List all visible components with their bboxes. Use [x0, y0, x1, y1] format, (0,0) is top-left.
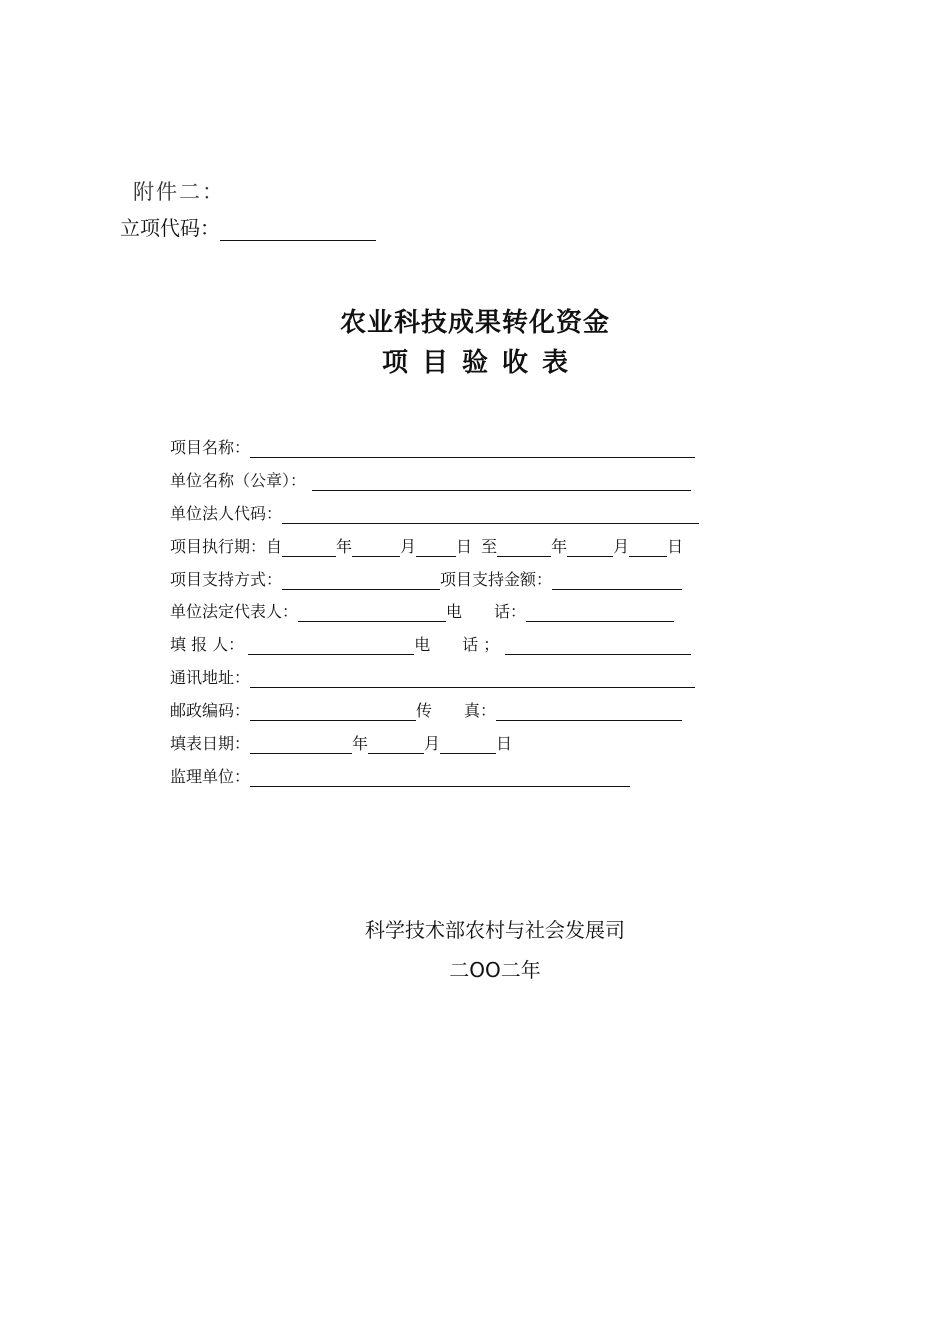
support-amount-field[interactable] — [552, 571, 682, 590]
support-mode-field[interactable] — [282, 571, 440, 590]
unit-name-row — [170, 467, 691, 491]
project-name-field[interactable] — [250, 439, 695, 458]
address-row — [170, 664, 695, 688]
exec-end-month-label: 月 — [613, 537, 630, 556]
phone1-label: 电 话： — [446, 602, 527, 621]
project-name-label: 项目名称： — [170, 438, 251, 457]
fill-date-label: 填表日期： — [170, 734, 251, 753]
phone2-label: 电 话 ； — [414, 635, 500, 654]
exec-start-month-label: 月 — [400, 537, 417, 556]
fill-day-label: 日 — [496, 734, 513, 753]
postcode-label: 邮政编码： — [170, 701, 251, 720]
address-field[interactable] — [250, 669, 695, 688]
exec-start-day-field[interactable] — [416, 538, 456, 557]
exec-end-year-label: 年 — [551, 537, 568, 556]
supervisor-label: 监理单位： — [170, 767, 251, 786]
fill-month-field[interactable] — [368, 735, 424, 754]
reporter-label: 填 报 人： — [170, 635, 245, 654]
project-code-row — [120, 212, 376, 241]
supervisor-field[interactable] — [250, 768, 630, 787]
legal-code-label: 单位法人代码： — [170, 504, 283, 523]
exec-start-day-label: 日 — [456, 537, 473, 556]
exec-start-year-field[interactable] — [282, 538, 336, 557]
fill-date-row — [170, 730, 512, 754]
fill-year-label: 年 — [352, 734, 369, 753]
phone2-field[interactable] — [505, 636, 691, 655]
reporter-field[interactable] — [248, 636, 414, 655]
project-code-field[interactable] — [220, 218, 376, 241]
support-mode-label: 项目支持方式： — [170, 570, 283, 589]
fill-month-label: 月 — [424, 734, 441, 753]
support-amount-label: 项目支持金额： — [440, 570, 553, 589]
legal-code-row — [170, 500, 699, 524]
reporter-row — [170, 631, 691, 655]
page-subtitle: 项目验收表 — [381, 348, 582, 378]
legal-rep-row — [170, 598, 674, 622]
exec-end-day-field[interactable] — [629, 538, 667, 557]
attachment-label: 附件二： — [133, 180, 225, 204]
legal-code-field[interactable] — [282, 505, 699, 524]
exec-period-label: 项目执行期：自 — [170, 537, 283, 556]
legal-rep-field[interactable] — [298, 603, 446, 622]
address-label: 通讯地址： — [170, 668, 251, 687]
exec-to-label: 至 — [481, 537, 498, 556]
legal-rep-label: 单位法定代表人： — [170, 602, 299, 621]
exec-end-year-field[interactable] — [497, 538, 551, 557]
project-name-row — [170, 434, 695, 458]
project-code-label: 立项代码： — [120, 216, 220, 240]
issue-year: 二OO二年 — [449, 958, 541, 982]
postcode-row — [170, 697, 682, 721]
fax-field[interactable] — [496, 702, 682, 721]
fill-day-field[interactable] — [440, 735, 496, 754]
unit-name-field[interactable] — [312, 472, 691, 491]
unit-name-label: 单位名称（公章）： — [170, 471, 307, 490]
exec-end-month-field[interactable] — [567, 538, 613, 557]
fill-year-field[interactable] — [250, 735, 352, 754]
support-row — [170, 566, 682, 590]
exec-period-row — [170, 533, 683, 557]
exec-start-year-label: 年 — [336, 537, 353, 556]
exec-start-month-field[interactable] — [352, 538, 400, 557]
supervisor-row — [170, 763, 630, 787]
page-title: 农业科技成果转化资金 — [339, 308, 610, 338]
fax-label: 传 真： — [416, 701, 497, 720]
issuing-org: 科学技术部农村与社会发展司 — [365, 918, 625, 942]
exec-end-day-label: 日 — [667, 537, 684, 556]
postcode-field[interactable] — [250, 702, 416, 721]
phone1-field[interactable] — [526, 603, 674, 622]
